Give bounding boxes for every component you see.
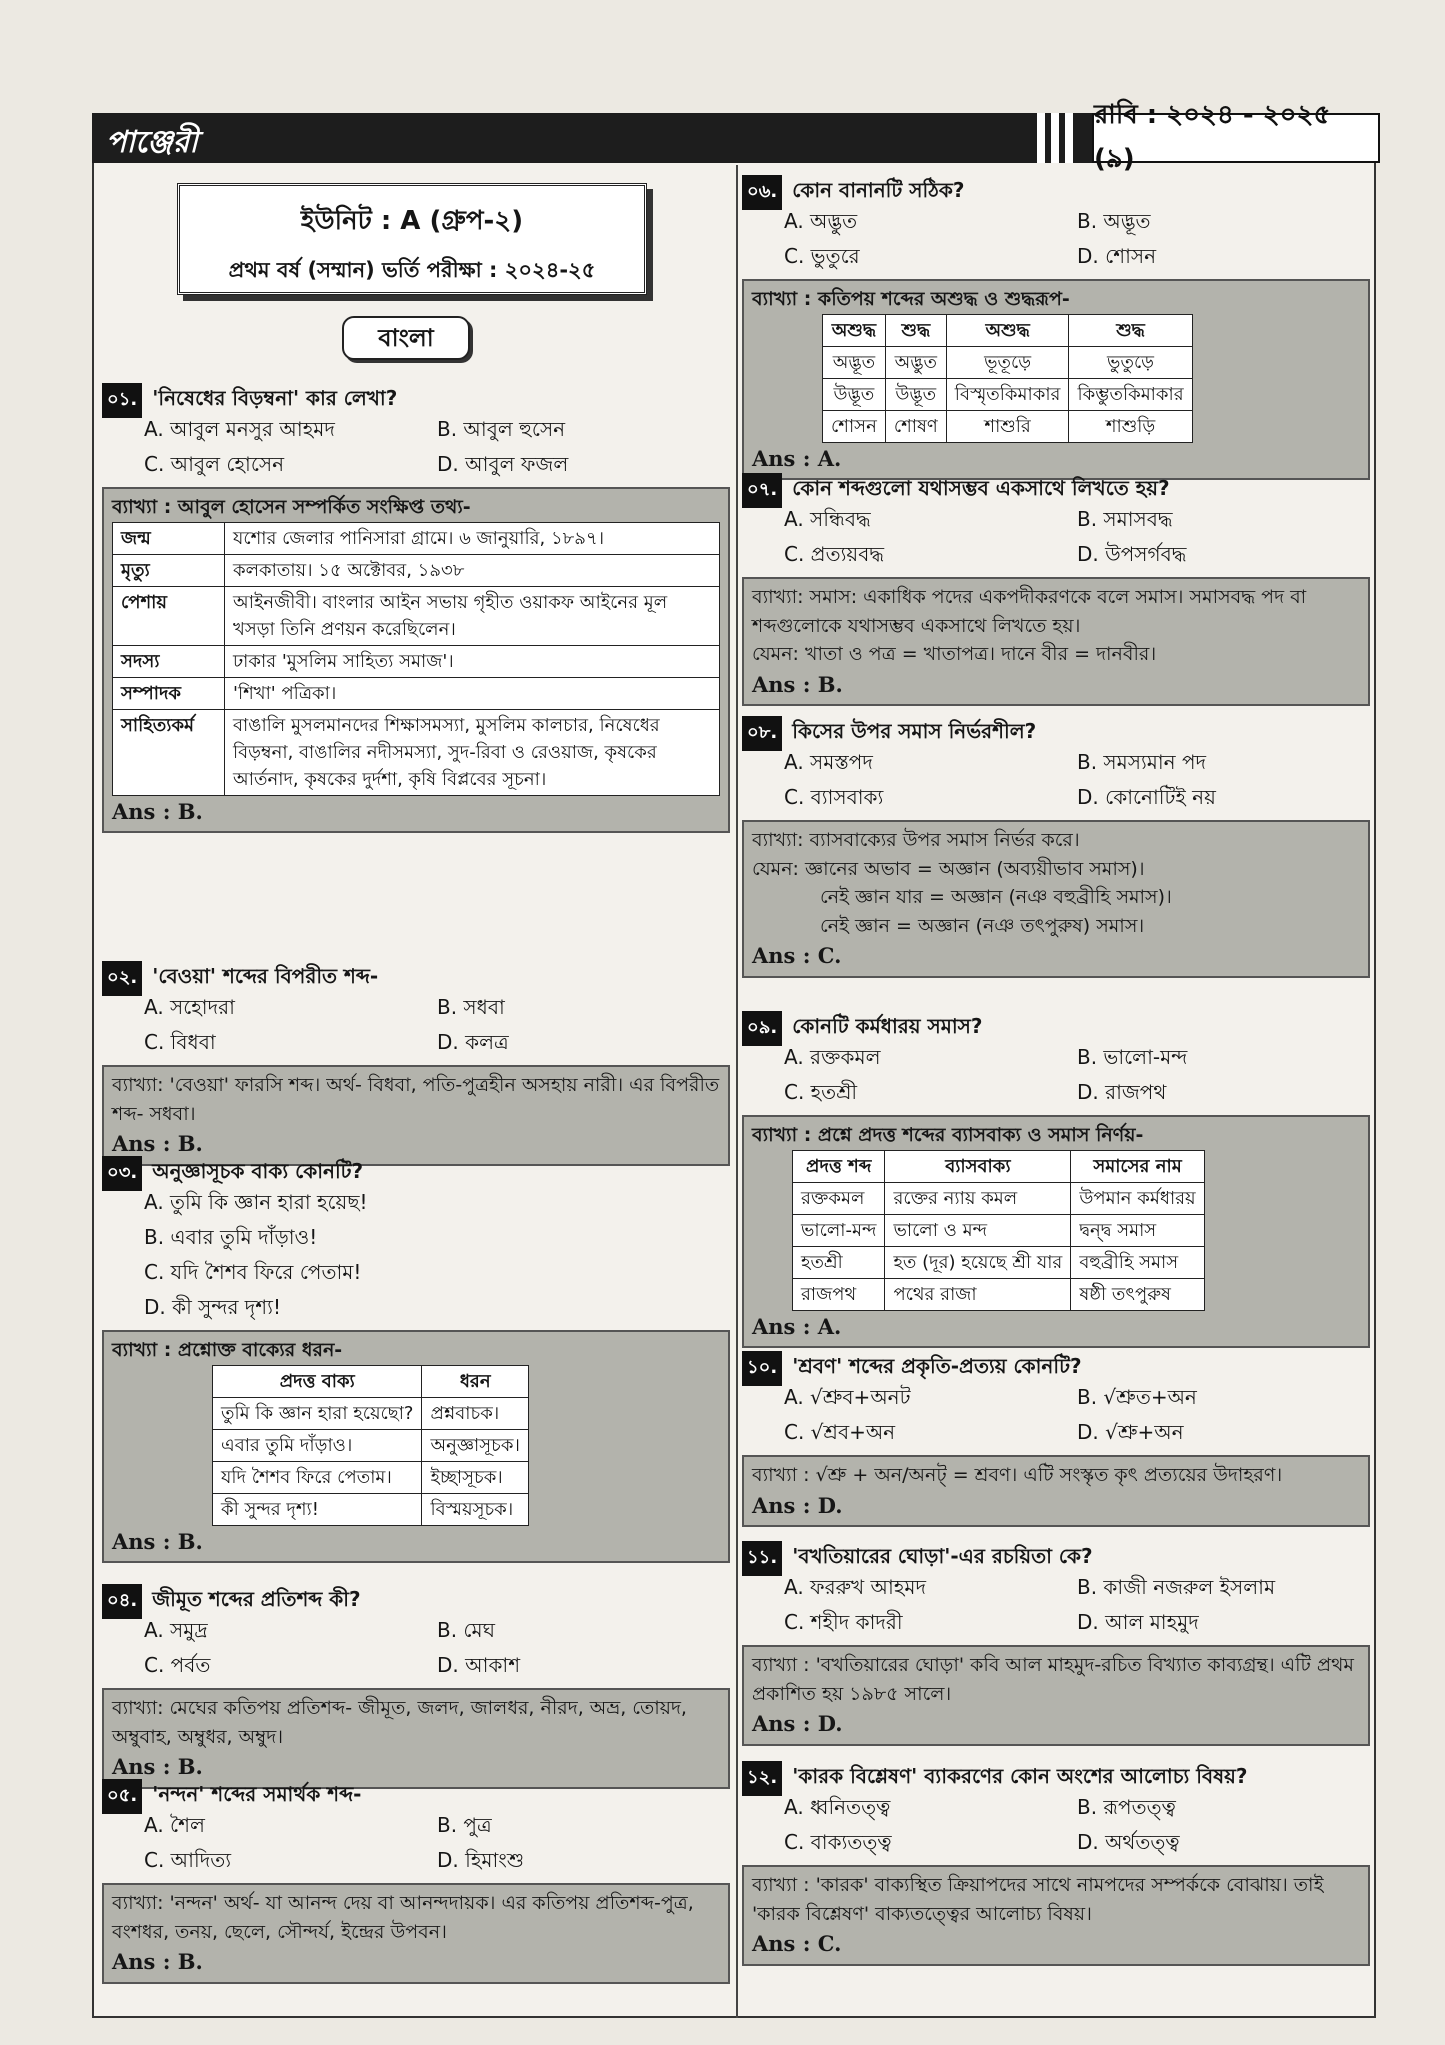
option-d: D. অর্থতত্ত্ব bbox=[1077, 1830, 1180, 1854]
table-cell: ভালো ও মন্দ bbox=[885, 1214, 1071, 1246]
option-a: A. √শ্রুব+অনট bbox=[784, 1385, 911, 1409]
table-cell: জন্ম bbox=[113, 522, 225, 554]
explanation-box bbox=[742, 1645, 1370, 1746]
option-c: C. ব্যাসবাক্য bbox=[784, 785, 884, 809]
explanation-title: ব্যাখ্যা : প্রশ্নে প্রদত্ত শব্দের ব্যাসবাক্য ও সমাস নির্ণয়- bbox=[752, 1124, 1144, 1146]
option-d: D. আকাশ bbox=[437, 1653, 521, 1677]
option-a: A. সমস্তপদ bbox=[784, 750, 873, 774]
unit-subtitle: প্রথম বর্ষ (সম্মান) ভর্তি পরীক্ষা : ২০২৪-২৫ bbox=[228, 258, 596, 282]
table-cell: যশোর জেলার পানিসারা গ্রামে। ৬ জানুয়ারি, ১৮৯৭। bbox=[225, 522, 720, 554]
table-cell: বহুব্রীহি সমাস bbox=[1071, 1246, 1204, 1278]
option-b: B. কাজী নজরুল ইসলাম bbox=[1077, 1575, 1276, 1599]
option-a: A. রক্তকমল bbox=[784, 1045, 881, 1069]
option-d: D. হিমাংশু bbox=[437, 1848, 525, 1872]
explanation-box bbox=[102, 1883, 730, 1984]
answer: Ans : B. bbox=[112, 798, 203, 824]
option-b: B. এবার তুমি দাঁড়াও! bbox=[144, 1225, 318, 1249]
table-cell: তুমি কি জ্ঞান হারা হয়েছো? bbox=[213, 1397, 422, 1429]
table-cell: অদ্ভুত bbox=[885, 346, 946, 378]
explanation-title: ব্যাখ্যা : আবুল হোসেন সম্পর্কিত সংক্ষিপ্ত তথ্য- bbox=[112, 496, 471, 518]
explanation-title: ব্যাখ্যা : প্রশ্নোক্ত বাক্যের ধরন- bbox=[112, 1339, 343, 1361]
table-cell: সাহিত্যকর্ম bbox=[113, 709, 225, 795]
option-c: C. আদিত্য bbox=[144, 1848, 232, 1872]
option-a: A. অদ্ভুত bbox=[784, 209, 858, 233]
answer: Ans : A. bbox=[752, 1313, 842, 1339]
explanation-text: ব্যাখ্যা: 'বেওয়া' ফারসি শব্দ। অর্থ- বিধবা, পতি-পুত্রহীন অসহায় নারী। এর বিপরীত শব্দ- সধবা। bbox=[112, 1074, 720, 1125]
answer: Ans : C. bbox=[752, 943, 842, 968]
explanation-text: ব্যাখ্যা: মেঘের কতিপয় প্রতিশব্দ- জীমূত, জলদ, জালধর, নীরদ, অভ্র, তোয়দ, অম্বুবাহ, অম্বুধর, অম্বুদ। bbox=[112, 1697, 687, 1748]
table-cell: উদ্ভূত bbox=[823, 378, 886, 410]
question-text: কোন শব্দগুলো যথাসম্ভব একসাথে লিখতে হয়? bbox=[792, 475, 1170, 500]
table-cell: সদস্য bbox=[113, 645, 225, 677]
option-d: D. রাজপথ bbox=[1077, 1080, 1167, 1104]
question-number: ০৩. bbox=[102, 1156, 142, 1191]
option-a: A. সহোদরা bbox=[144, 995, 235, 1019]
sentence-type-table bbox=[212, 1365, 529, 1526]
question-2 bbox=[102, 963, 730, 1166]
table-cell: অদ্ভূত bbox=[823, 346, 886, 378]
right-column bbox=[742, 173, 1370, 2013]
option-a: A. সন্ধিবদ্ধ bbox=[784, 507, 871, 531]
question-5 bbox=[102, 1781, 730, 1984]
table-header: অশুদ্ধ bbox=[823, 314, 886, 346]
table-cell: ভালো-মন্দ bbox=[793, 1214, 885, 1246]
table-cell: শোসন bbox=[823, 410, 886, 442]
table-header: প্রদত্ত বাক্য bbox=[213, 1365, 422, 1397]
option-a: A. তুমি কি জ্ঞান হারা হয়েছ! bbox=[144, 1190, 368, 1214]
answer: Ans : B. bbox=[112, 1131, 203, 1156]
question-number: ০১. bbox=[102, 383, 142, 418]
table-cell: 'শিখা' পত্রিকা। bbox=[225, 677, 720, 709]
option-c: C. যদি শৈশব ফিরে পেতাম! bbox=[144, 1260, 362, 1284]
table-cell: বিস্ময়সূচক। bbox=[422, 1493, 528, 1525]
option-b: B. পুত্র bbox=[437, 1813, 492, 1837]
question-number: ০৫. bbox=[102, 1779, 142, 1814]
explanation-text: ব্যাখ্যা: সমাস: একাধিক পদের একপদীকরণকে বলে সমাস। সমাসবদ্ধ পদ বা শব্দগুলোকে যথাসম্ভব একসাথে লিখতে হয়। bbox=[752, 586, 1307, 637]
question-3 bbox=[102, 1158, 730, 1563]
option-b: B. সমস্যমান পদ bbox=[1077, 750, 1207, 774]
question-text: জীমূত শব্দের প্রতিশব্দ কী? bbox=[152, 1586, 361, 1611]
unit-title: ইউনিট : A (গ্রুপ-২) bbox=[300, 206, 524, 236]
table-cell: সম্পাদক bbox=[113, 677, 225, 709]
table-header: সমাসের নাম bbox=[1071, 1150, 1204, 1182]
question-text: কিসের উপর সমাস নির্ভরশীল? bbox=[792, 718, 1037, 743]
table-cell: রক্তকমল bbox=[793, 1182, 885, 1214]
question-10 bbox=[742, 1353, 1370, 1527]
option-c: C. হতশ্রী bbox=[784, 1080, 857, 1104]
option-a: A. ধ্বনিতত্ত্ব bbox=[784, 1795, 891, 1819]
table-header: অশুদ্ধ bbox=[946, 314, 1069, 346]
answer: Ans : B. bbox=[112, 1528, 203, 1554]
question-text: 'কারক বিশ্লেষণ' ব্যাকরণের কোন অংশের আলোচ্য বিষয়? bbox=[792, 1763, 1248, 1788]
header-decoration bbox=[1037, 113, 1081, 163]
table-cell: রাজপথ bbox=[793, 1278, 885, 1310]
option-c: C. পর্বত bbox=[144, 1653, 211, 1677]
question-number: ১১. bbox=[742, 1541, 782, 1576]
example-line-3: নেই জ্ঞান = অজ্ঞান (নঞ তৎপুরুষ) সমাস। bbox=[820, 914, 1145, 937]
question-1 bbox=[102, 385, 730, 833]
option-d: D. উপসর্গবদ্ধ bbox=[1077, 542, 1187, 566]
table-cell: এবার তুমি দাঁড়াও। bbox=[213, 1429, 422, 1461]
option-b: B. সধবা bbox=[437, 995, 505, 1019]
question-number: ০২. bbox=[102, 961, 142, 996]
option-d: D. কোনোটিই নয় bbox=[1077, 785, 1216, 809]
explanation-text: ব্যাখ্যা : 'বখতিয়ারের ঘোড়া' কবি আল মাহমুদ-রচিত বিখ্যাত কাব্যগ্রন্থ। এটি প্রথম প্রকাশিত হয় ১৯৮৫ সালে। bbox=[752, 1654, 1354, 1705]
table-cell: কলকাতায়। ১৫ অক্টোবর, ১৯৩৮ bbox=[225, 554, 720, 586]
explanation-box bbox=[742, 279, 1370, 480]
option-d: D. √শ্রু+অন bbox=[1077, 1420, 1184, 1444]
explanation-text: ব্যাখ্যা: 'নন্দন' অর্থ- যা আনন্দ দেয় বা আনন্দদায়ক। এর কতিপয় প্রতিশব্দ-পুত্র, বংশধর, তনয়, ছেলে, সৌন্দর্য, ইন্দ্রের উপবন। bbox=[112, 1892, 694, 1943]
explanation-box bbox=[742, 1455, 1370, 1527]
table-cell: পথের রাজা bbox=[885, 1278, 1071, 1310]
unit-box bbox=[177, 183, 647, 295]
option-c: C. বিধবা bbox=[144, 1030, 216, 1054]
option-d: D. আল মাহমুদ bbox=[1077, 1610, 1199, 1634]
question-number: ০৯. bbox=[742, 1011, 782, 1046]
question-11 bbox=[742, 1543, 1370, 1746]
table-cell: ভুতুড়ে bbox=[1069, 346, 1192, 378]
explanation-box bbox=[742, 1865, 1370, 1966]
table-cell: কী সুন্দর দৃশ্য! bbox=[213, 1493, 422, 1525]
table-cell: বাঙালি মুসলমানদের শিক্ষাসমস্যা, মুসলিম কালচার, নিষেধের বিড়ম্বনা, বাঙালির নদীসমস্যা, সুদ-রিবা ও রেওয়াজ, কৃষকের আর্তনাদ, কৃষকের দুর্দশা, কৃষি বিপ্লবের সূচনা। bbox=[225, 709, 720, 795]
table-cell: শাশুরি bbox=[946, 410, 1069, 442]
answer: Ans : D. bbox=[752, 1711, 843, 1736]
question-text: 'বখতিয়ারের ঘোড়া'-এর রচয়িতা কে? bbox=[792, 1543, 1093, 1568]
option-c: C. আবুল হোসেন bbox=[144, 452, 285, 476]
question-9 bbox=[742, 1013, 1370, 1348]
table-header: প্রদত্ত শব্দ bbox=[793, 1150, 885, 1182]
question-text: 'শ্রবণ' শব্দের প্রকৃতি-প্রত্যয় কোনটি? bbox=[792, 1353, 1082, 1378]
table-cell: প্রশ্নবাচক। bbox=[422, 1397, 528, 1429]
explanation-text: ব্যাখ্যা : √শ্রু + অন/অনট্‌ = শ্রবণ। এটি সংস্কৃত কৃৎ প্রত্যয়ের উদাহরণ। bbox=[752, 1464, 1283, 1486]
option-c: C. ভুতুরে bbox=[784, 244, 860, 268]
question-number: ০৬. bbox=[742, 175, 782, 210]
table-cell: উদ্ভূত bbox=[885, 378, 946, 410]
question-12 bbox=[742, 1763, 1370, 1966]
option-b: B. সমাসবদ্ধ bbox=[1077, 507, 1173, 531]
explanation-example: যেমন: খাতা ও পত্র = খাতাপত্র। দানে বীর = দানবীর। bbox=[752, 643, 1157, 665]
explanation-box bbox=[102, 1330, 730, 1563]
header-title: রাবি : ২০২৪ - ২০২৫ (৯) bbox=[1092, 113, 1380, 163]
question-6 bbox=[742, 177, 1370, 480]
option-d: D. আবুল ফজল bbox=[437, 452, 569, 476]
table-cell: আইনজীবী। বাংলার আইন সভায় গৃহীত ওয়াকফ আইনের মূল খসড়া তিনি প্রণয়ন করেছিলেন। bbox=[225, 586, 720, 645]
question-7 bbox=[742, 475, 1370, 706]
answer: Ans : D. bbox=[752, 1492, 843, 1518]
option-c: C. √শ্রব+অন bbox=[784, 1420, 896, 1444]
table-cell: ষষ্ঠী তৎপুরুষ bbox=[1071, 1278, 1204, 1310]
question-text: অনুজ্ঞাসূচক বাক্য কোনটি? bbox=[152, 1158, 364, 1183]
info-table bbox=[112, 522, 720, 796]
table-cell: রক্তের ন্যায় কমল bbox=[885, 1182, 1071, 1214]
brand-logo: পাঞ্জেরী bbox=[106, 125, 198, 160]
samas-table bbox=[792, 1150, 1205, 1311]
option-c: C. বাক্যতত্ত্ব bbox=[784, 1830, 892, 1854]
option-a: A. শৈল bbox=[144, 1813, 205, 1837]
table-header: ধরন bbox=[422, 1365, 528, 1397]
option-b: B. অদ্ভূত bbox=[1077, 209, 1151, 233]
explanation-box bbox=[742, 1115, 1370, 1348]
table-header: ব্যাসবাক্য bbox=[885, 1150, 1071, 1182]
question-number: ১০. bbox=[742, 1351, 782, 1386]
explanation-box bbox=[102, 1065, 730, 1166]
question-text: 'নিষেধের বিড়ম্বনা' কার লেখা? bbox=[152, 385, 398, 410]
table-cell: যদি শৈশব ফিরে পেতাম। bbox=[213, 1461, 422, 1493]
option-d: D. কী সুন্দর দৃশ্য! bbox=[144, 1295, 281, 1319]
table-cell: ভূতূড়ে bbox=[946, 346, 1069, 378]
table-cell: হত (দূর) হয়েছে শ্রী যার bbox=[885, 1246, 1071, 1278]
answer: Ans : B. bbox=[112, 1949, 203, 1974]
option-b: B. মেঘ bbox=[437, 1618, 496, 1642]
option-b: B. রূপতত্ত্ব bbox=[1077, 1795, 1176, 1819]
column-divider bbox=[736, 165, 738, 2018]
table-cell: দ্বন্দ্ব সমাস bbox=[1071, 1214, 1204, 1246]
question-text: 'বেওয়া' শব্দের বিপরীত শব্দ- bbox=[152, 963, 379, 988]
header-bar bbox=[92, 100, 1380, 174]
explanation-box bbox=[742, 577, 1370, 706]
option-a: A. ফররুখ আহমদ bbox=[784, 1575, 926, 1599]
question-text: কোনটি কর্মধারয় সমাস? bbox=[792, 1013, 983, 1038]
table-cell: শাশুড়ি bbox=[1069, 410, 1192, 442]
question-number: ০৮. bbox=[742, 716, 782, 751]
table-header: শুদ্ধ bbox=[885, 314, 946, 346]
page bbox=[92, 100, 1376, 2018]
option-b: B. ভালো-মন্দ bbox=[1077, 1045, 1188, 1069]
option-b: B. √শ্রুত+অন bbox=[1077, 1385, 1197, 1409]
table-cell: মৃত্যু bbox=[113, 554, 225, 586]
explanation-text: ব্যাখ্যা : 'কারক' বাক্যস্থিত ক্রিয়াপদের সাথে নামপদের সম্পর্ককে বোঝায়। তাই 'কারক বিশ্লেষণ' বাক্যতত্ত্বের আলোচ্য বিষয়। bbox=[752, 1874, 1324, 1925]
table-cell: অনুজ্ঞাসূচক। bbox=[422, 1429, 528, 1461]
question-text: 'নন্দন' শব্দের সমার্থক শব্দ- bbox=[152, 1781, 362, 1806]
example-line-2: নেই জ্ঞান যার = অজ্ঞান (নঞ বহুব্রীহি সমাস)। bbox=[820, 886, 1172, 908]
example-line-1: যেমন: জ্ঞানের অভাব = অজ্ঞান (অব্যয়ীভাব সমাস)। bbox=[752, 857, 1145, 880]
table-cell: কিম্ভুতকিমাকার bbox=[1069, 378, 1192, 410]
option-d: D. কলত্র bbox=[437, 1030, 509, 1054]
table-cell: পেশায় bbox=[113, 586, 225, 645]
table-cell: বিস্মৃতকিমাকার bbox=[946, 378, 1069, 410]
table-cell: ঢাকার 'মুসলিম সাহিত্য সমাজ'। bbox=[225, 645, 720, 677]
option-c: C. শহীদ কাদরী bbox=[784, 1610, 903, 1634]
spelling-table bbox=[822, 314, 1193, 443]
left-column bbox=[102, 173, 730, 2013]
explanation-box bbox=[742, 820, 1370, 978]
table-cell: শোষণ bbox=[885, 410, 946, 442]
explanation-text: ব্যাখ্যা: ব্যাসবাক্যের উপর সমাস নির্ভর করে। bbox=[752, 829, 1080, 851]
option-d: D. শোসন bbox=[1077, 244, 1157, 268]
explanation-box bbox=[102, 1688, 730, 1789]
question-number: ১২. bbox=[742, 1761, 782, 1796]
explanation-title: ব্যাখ্যা : কতিপয় শব্দের অশুদ্ধ ও শুদ্ধরূপ- bbox=[752, 288, 1070, 310]
table-cell: উপমান কর্মধারয় bbox=[1071, 1182, 1204, 1214]
option-c: C. প্রত্যয়বদ্ধ bbox=[784, 542, 884, 566]
question-8 bbox=[742, 718, 1370, 978]
question-text: কোন বানানটি সঠিক? bbox=[792, 177, 965, 202]
question-number: ০৪. bbox=[102, 1584, 142, 1619]
option-b: B. আবুল হুসেন bbox=[437, 417, 566, 441]
option-a: A. আবুল মনসুর আহমদ bbox=[144, 417, 335, 441]
table-cell: ইচ্ছাসূচক। bbox=[422, 1461, 528, 1493]
answer: Ans : A. bbox=[752, 445, 842, 471]
subject-label: বাংলা bbox=[342, 316, 470, 360]
option-a: A. সমুদ্র bbox=[144, 1618, 208, 1642]
question-4 bbox=[102, 1586, 730, 1789]
explanation-box bbox=[102, 487, 730, 833]
answer: Ans : B. bbox=[112, 1754, 203, 1779]
question-number: ০৭. bbox=[742, 473, 782, 508]
table-cell: হতশ্রী bbox=[793, 1246, 885, 1278]
table-header: শুদ্ধ bbox=[1069, 314, 1192, 346]
answer: Ans : C. bbox=[752, 1931, 842, 1956]
answer: Ans : B. bbox=[752, 671, 843, 697]
